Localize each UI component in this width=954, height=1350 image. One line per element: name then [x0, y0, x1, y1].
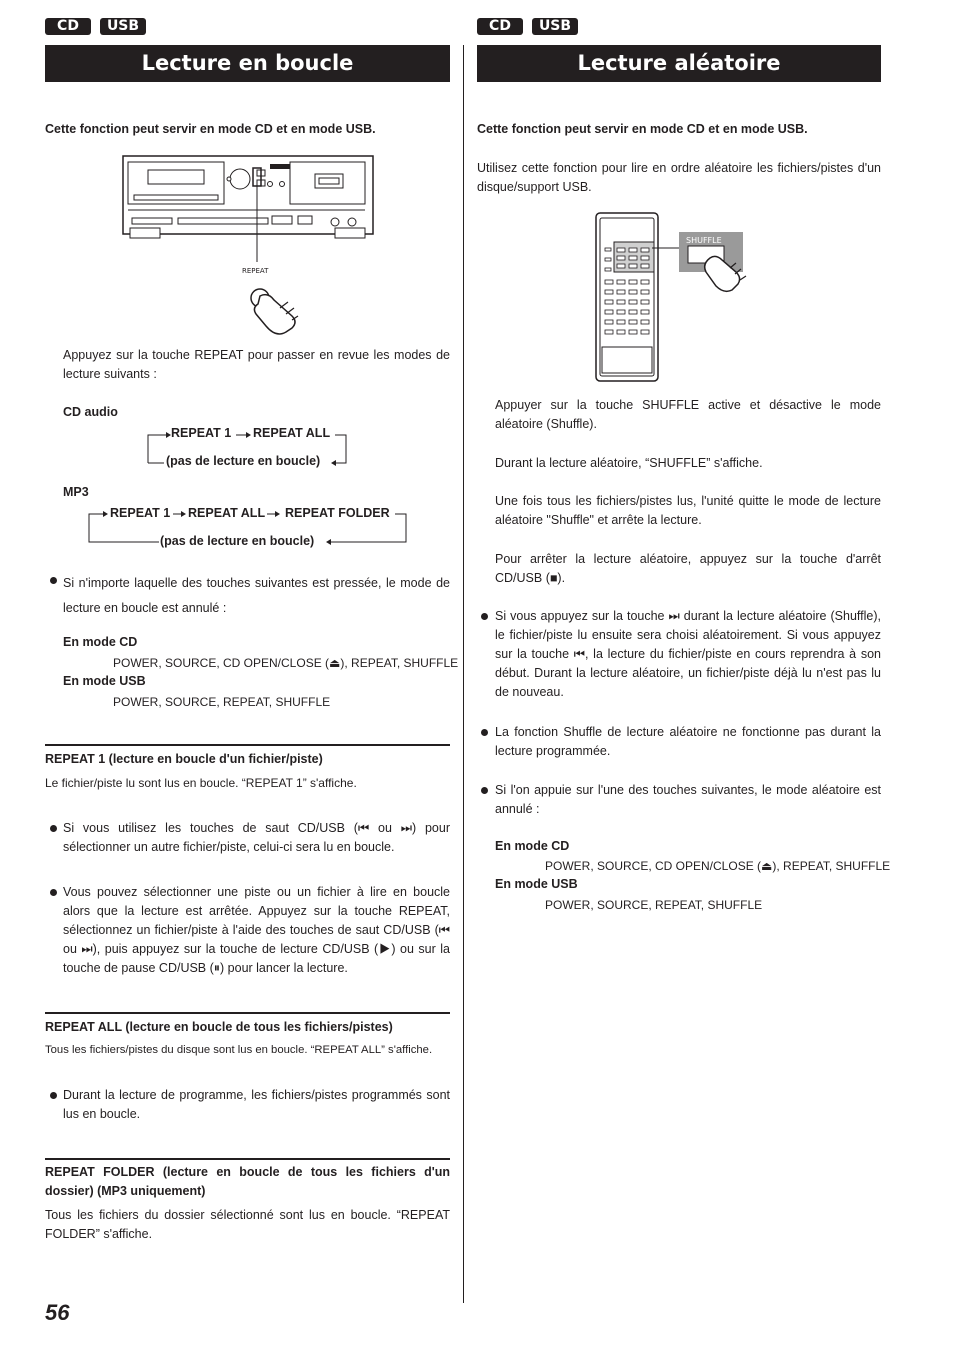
- repeat-1-bullet-1: Si vous utilisez les touches de saut CD/USB (⏮ ou ⏭) pour sélectionner un autre fichier/piste, celui-ci sera lu en boucle.: [63, 821, 450, 854]
- label-mp3: MP3: [63, 485, 89, 499]
- shuffle-para-3: Une fois tous les fichiers/pistes lus, l'unité quitte le mode de lecture aléatoire "Shuffle" et arrête la lecture.: [495, 494, 881, 527]
- section-title-shuffle: Lecture aléatoire: [477, 45, 881, 82]
- label-usb-mode: En mode USB: [63, 674, 146, 688]
- badge-cd: CD: [477, 18, 523, 35]
- mp3-flow-back: (pas de lecture en boucle): [160, 534, 315, 548]
- remote-shuffle-label: SHUFFLE: [686, 236, 722, 245]
- badge-usb: USB: [532, 18, 578, 35]
- badge-cd: CD: [45, 18, 91, 35]
- shuffle-bullet-1: Si vous appuyez sur la touche ⏭ durant la lecture aléatoire (Shuffle), le fichier/piste lu ensuite sera choisi aléatoirement. Si vous appuyez sur la touche ⏮, la lecture du fichier/piste en cours reprendra à son début. Durant la lecture aléatoire, un fichier/piste déjà lu n'est pas lu de nouveau.: [495, 609, 881, 699]
- intro-text: Cette fonction peut servir en mode CD et en mode USB.: [477, 122, 808, 136]
- bullet-icon: [481, 787, 488, 794]
- shuffle-para-4: Pour arrêter la lecture aléatoire, appuyez sur la touche d'arrêt CD/USB (■).: [495, 552, 881, 585]
- usb-mode-keys: POWER, SOURCE, REPEAT, SHUFFLE: [113, 695, 331, 709]
- bullet-icon: [50, 825, 57, 832]
- page-number: 56: [45, 1300, 70, 1325]
- device-repeat-label: REPEAT: [242, 267, 269, 275]
- bullet-icon: [481, 613, 488, 620]
- cd-mode-keys: POWER, SOURCE, CD OPEN/CLOSE (⏏), REPEAT, SHUFFLE: [545, 859, 891, 873]
- mp3-flow-step-1: REPEAT 1: [110, 506, 171, 520]
- column-divider: [463, 45, 464, 1303]
- remote-illustration: [590, 210, 770, 385]
- label-cd-mode: En mode CD: [63, 635, 138, 649]
- cd-flow-back: (pas de lecture en boucle): [166, 454, 321, 468]
- mp3-flow-step-3: REPEAT FOLDER: [285, 506, 390, 520]
- label-usb-mode: En mode USB: [495, 877, 578, 891]
- divider: [45, 1158, 450, 1160]
- repeat-all-text: Tous les fichiers/pistes du disque sont lus en boucle. “REPEAT ALL” s'affiche.: [45, 1044, 433, 1056]
- badge-usb: USB: [100, 18, 146, 35]
- repeat-1-bullet-2: Vous pouvez sélectionner une piste ou un fichier à lire en boucle alors que la lecture est arrêtée. Appuyez sur la touche REPEAT, sélectionnez un fichier/piste à l'aide des touches de saut CD/USB (⏮ ou ⏭), puis appuyez sur la touche de lecture CD/USB (▶) ou sur la touche de pause CD/USB (⏸) pour lancer la lecture.: [63, 885, 450, 975]
- section-title-repeat: Lecture en boucle: [45, 45, 450, 82]
- usb-mode-keys: POWER, SOURCE, REPEAT, SHUFFLE: [545, 898, 763, 912]
- shuffle-bullet-2: La fonction Shuffle de lecture aléatoire ne fonctionne pas durant la lecture programmée.: [495, 725, 881, 758]
- label-cd-audio: CD audio: [63, 405, 118, 419]
- mp3-flow-step-2: REPEAT ALL: [188, 506, 266, 520]
- bullet-icon: [50, 1092, 57, 1099]
- deck-illustration: [120, 150, 380, 340]
- divider: [45, 1012, 450, 1014]
- shuffle-bullet-3: Si l'on appuie sur l'une des touches suivantes, le mode aléatoire est annulé :: [495, 783, 881, 816]
- heading-repeat-all: REPEAT ALL (lecture en boucle de tous les fichiers/pistes): [45, 1020, 393, 1034]
- bullet-icon: [481, 729, 488, 736]
- heading-repeat-1: REPEAT 1 (lecture en boucle d'un fichier/piste): [45, 752, 323, 766]
- divider: [45, 744, 450, 746]
- bullet-cancel: Si n'importe laquelle des touches suivantes est pressée, le mode de lecture en boucle est annulé :: [63, 576, 450, 615]
- repeat-folder-text: Tous les fichiers du dossier sélectionné sont lus en boucle. “REPEAT FOLDER” s'affiche.: [45, 1208, 450, 1241]
- bullet-icon: [50, 889, 57, 896]
- repeat-1-text: Le fichier/piste lu sont lus en boucle. “REPEAT 1” s'affiche.: [45, 776, 357, 790]
- bullet-icon: [50, 577, 57, 584]
- repeat-all-bullet: Durant la lecture de programme, les fichiers/pistes programmés sont lus en boucle.: [63, 1088, 450, 1121]
- label-cd-mode: En mode CD: [495, 839, 570, 853]
- cd-flow-step-1: REPEAT 1: [171, 426, 232, 440]
- heading-repeat-folder: REPEAT FOLDER (lecture en boucle de tous les fichiers d'un dossier) (MP3 uniquement): [45, 1165, 450, 1198]
- para-repeat: Appuyez sur la touche REPEAT pour passer en revue les modes de lecture suivants :: [63, 348, 450, 381]
- cd-mode-keys: POWER, SOURCE, CD OPEN/CLOSE (⏏), REPEAT, SHUFFLE: [113, 656, 459, 670]
- shuffle-para-1: Appuyer sur la touche SHUFFLE active et désactive le mode aléatoire (Shuffle).: [495, 398, 881, 431]
- para-use: Utilisez cette fonction pour lire en ordre aléatoire les fichiers/pistes d'un disque/support USB.: [477, 161, 881, 194]
- shuffle-para-2: Durant la lecture aléatoire, “SHUFFLE” s'affiche.: [495, 456, 763, 470]
- intro-text: Cette fonction peut servir en mode CD et en mode USB.: [45, 122, 376, 136]
- cd-flow-step-2: REPEAT ALL: [253, 426, 331, 440]
